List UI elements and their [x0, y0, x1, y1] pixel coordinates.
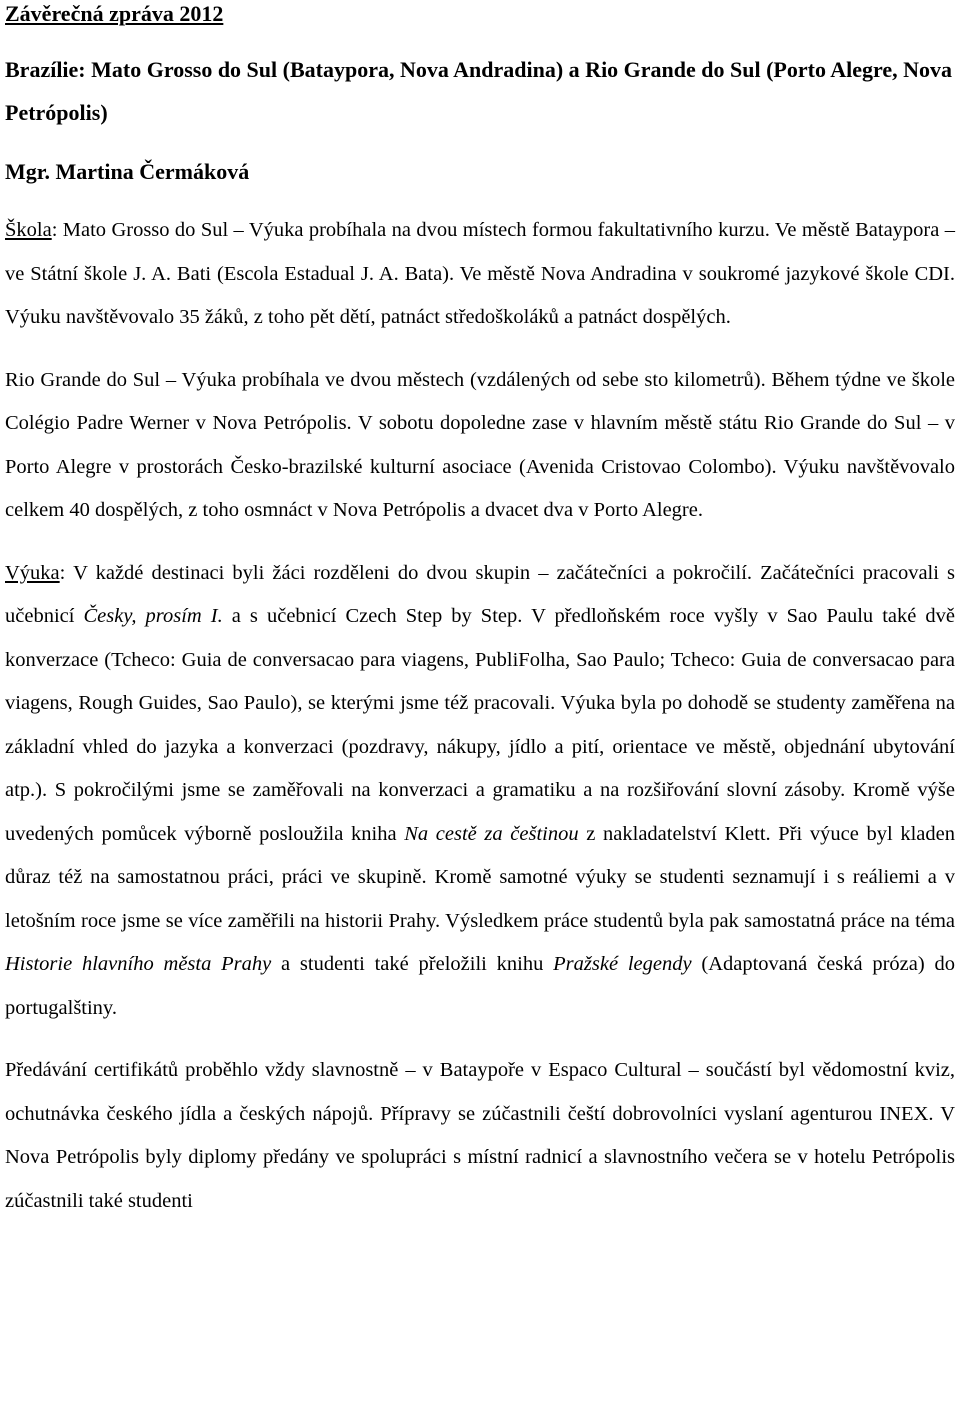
teaching-text-5: (Adaptovaná česká próza) do portugalštiny.	[5, 953, 955, 1019]
teaching-text-2: a s učebnicí Czech Step by Step. V předloňském roce vyšly v Sao Paulu také dvě konverzace (Tcheco: Guia de conversacao para viagens, PubliFolha, Sao Paulo; Tcheco: Guia de conversacao para viagens, Rough Guides, Sao Paulo), se kterými jsme též pracovali. Výuka byla po dohodě se studenty zaměřena na základní vhled do jazyka a konverzaci (pozdravy, nákupy, jídlo a pití, orientace ve městě, objednání ubytování atp.). S pokročilými jsme se zaměřovali na konverzaci a gramatiku a na rozšiřování slovní zásoby. Kromě výše uvedených pomůcek výborně posloužila kniha	[5, 605, 955, 845]
document-title: Závěrečná zpráva 2012	[5, 1, 224, 26]
project-topic: Historie hlavního města Prahy	[5, 953, 272, 975]
author-name: Mgr. Martina Čermáková	[5, 159, 250, 184]
teaching-label: Výuka	[5, 561, 60, 584]
certificates-paragraph	[5, 1049, 955, 1223]
book-title-na-ceste: Na cestě za češtinou	[404, 822, 579, 845]
school-text: : Mato Grosso do Sul – Výuka probíhala na dvou místech formou fakultativního kurzu. Ve městě Bataypora – ve Státní škole J. A. Bati (Escola Estadual J. A. Bata). Ve městě Nova Andradina v soukromé jazykové škole CDI. Výuku navštěvovalo 35 žáků, z toho pět dětí, patnáct středoškoláků a patnáct dospělých.	[5, 219, 955, 328]
school-label: Škola	[5, 219, 52, 241]
rio-grande-text: Rio Grande do Sul – Výuka probíhala ve dvou městech (vzdálených od sebe sto kilometrů). Během týdne ve škole Colégio Padre Werner v Nova Petrópolis. V sobotu dopoledne zase v hlavním městě státu Rio Grande do Sul – v Porto Alegre v prostorách Česko-brazilské kulturní asociace (Avenida Cristovao Colombo). Výuku navštěvovalo celkem 40 dospělých, z toho osmnáct v Nova Petrópolis a dvacet dva v Porto Alegre.	[5, 368, 955, 521]
document-subtitle: Brazílie: Mato Grosso do Sul (Bataypora, Nova Andradina) a Rio Grande do Sul (Porto Alegre, Nova Petrópolis)	[5, 57, 953, 125]
teaching-text-3: z nakladatelství Klett. Při výuce byl kladen důraz též na samostatnou práci, práci ve skupině. Kromě samotné výuky se studenti seznamují i s reáliemi a v letošním roce jsme se více zaměřili na historii Prahy. Výsledkem práce studentů byla pak samostatná práce na téma	[5, 822, 955, 932]
book-title-cesky-prosim: Česky, prosím I.	[83, 605, 223, 627]
teaching-paragraph	[5, 552, 955, 1031]
document-page	[5, 0, 955, 1223]
teaching-text-1: : V každé destinaci byli žáci rozděleni do dvou skupin – začátečníci a pokročilí. Začátečníci pracovali s učebnicí	[5, 561, 955, 627]
school-paragraph	[5, 209, 955, 340]
teaching-text-4: a studenti také přeložili knihu	[271, 953, 554, 975]
book-title-prazske-legendy: Pražské legendy	[553, 953, 692, 975]
certificates-text: Předávání certifikátů proběhlo vždy slavnostně – v Bataypoře v Espaco Cultural – součástí byl vědomostní kviz, ochutnávka českého jídla a českých nápojů. Přípravy se zúčastnili čeští dobrovolníci vyslaní agenturou INEX. V Nova Petrópolis byly diplomy předány ve spolupráci s místní radnicí a slavnostního večera se v hotelu Petrópolis zúčastnili také studenti	[5, 1059, 955, 1212]
rio-grande-paragraph	[5, 359, 955, 533]
